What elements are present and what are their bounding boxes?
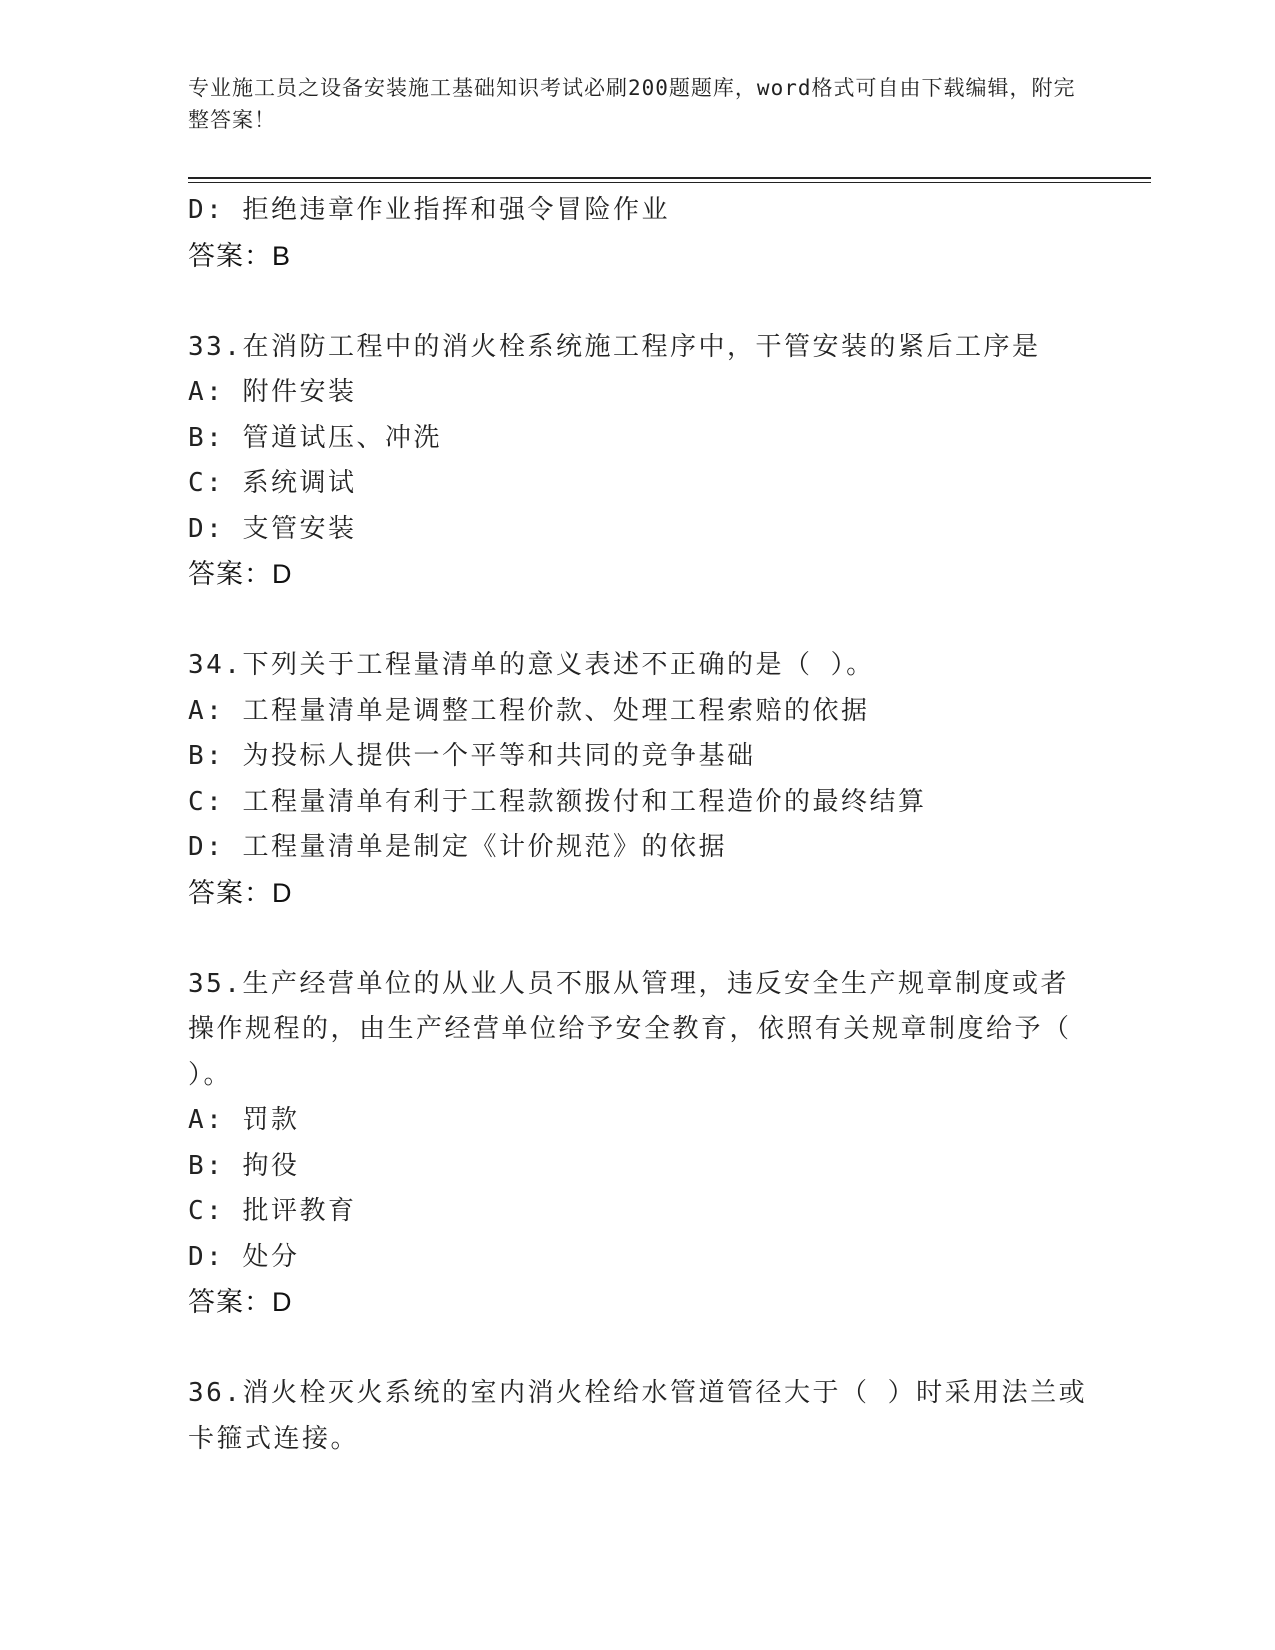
answer-line: 答案：D xyxy=(188,559,293,589)
question-33 xyxy=(188,325,1088,598)
header-rule-thick xyxy=(188,177,1151,179)
question-list xyxy=(188,188,1088,1462)
answer-line: 答案：D xyxy=(188,877,293,908)
spacer xyxy=(188,1326,1088,1372)
option-b: B: 管道试压、冲洗 xyxy=(188,422,442,453)
question-35 xyxy=(188,962,1088,1326)
option-a: A: 工程量清单是调整工程价款、处理工程索赔的依据 xyxy=(188,695,870,726)
option-b: B: 为投标人提供一个平等和共同的竞争基础 xyxy=(188,741,756,771)
question-stem: 36.消火栓灭火系统的室内消火栓给水管道管径大于（ ）时采用法兰或卡箍式连接。 xyxy=(188,1378,1088,1454)
option-d: D: 处分 xyxy=(188,1241,300,1272)
option-b: B: 拘役 xyxy=(188,1150,300,1181)
answer-line: 答案：B xyxy=(188,240,292,271)
option-d: D: 拒绝违章作业指挥和强令冒险作业 xyxy=(188,195,670,225)
option-c: C: 系统调试 xyxy=(188,468,357,498)
option-a: A: 罚款 xyxy=(188,1105,300,1135)
question-34 xyxy=(188,643,1088,916)
option-c: C: 工程量清单有利于工程款额拨付和工程造价的最终结算 xyxy=(188,786,927,817)
option-a: A: 附件安装 xyxy=(188,377,357,407)
answer-line: 答案：D xyxy=(188,1287,293,1317)
spacer xyxy=(188,598,1088,644)
question-stem: 33.在消防工程中的消火栓系统施工程序中，干管安装的紧后工序是 xyxy=(188,331,1041,362)
option-d: D: 支管安装 xyxy=(188,513,357,544)
page-header: 专业施工员之设备安装施工基础知识考试必刷200题题库，word格式可自由下载编辑，附完整答案！ xyxy=(188,76,1076,132)
spacer xyxy=(188,916,1088,962)
option-c: C: 批评教育 xyxy=(188,1196,357,1226)
question-36 xyxy=(188,1371,1088,1462)
header-rule-thin xyxy=(188,182,1151,183)
question-stem: 35.生产经营单位的从业人员不服从管理，违反安全生产规章制度或者操作规程的，由生产经营单位给予安全教育，依照有关规章制度给予（ ）。 xyxy=(188,968,1072,1090)
option-d: D: 工程量清单是制定《计价规范》的依据 xyxy=(188,832,727,862)
spacer xyxy=(188,279,1088,325)
prev-question-tail xyxy=(188,188,1088,279)
question-stem: 34.下列关于工程量清单的意义表述不正确的是（ ）。 xyxy=(188,650,875,680)
